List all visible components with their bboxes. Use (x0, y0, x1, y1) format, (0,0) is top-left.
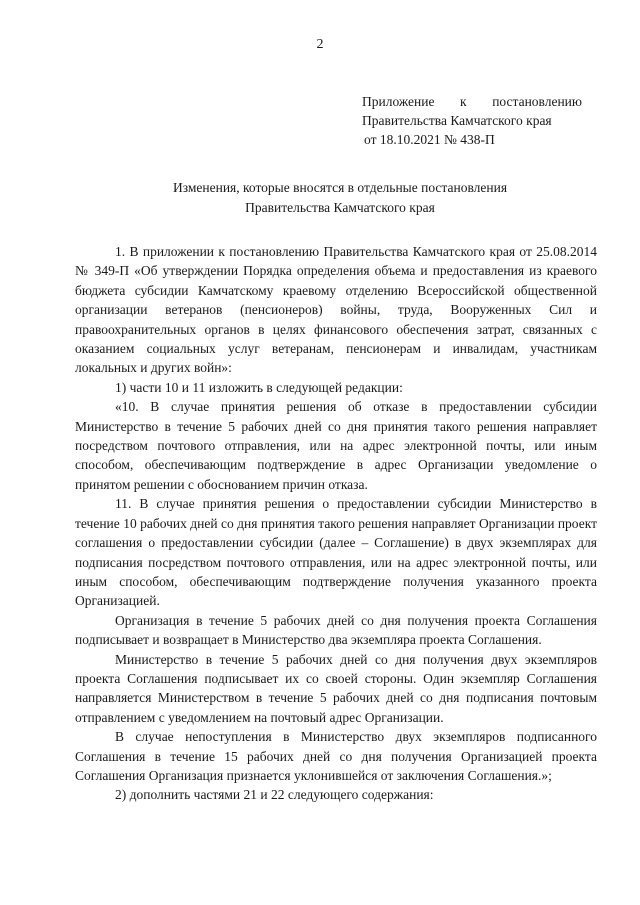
paragraph: 2) дополнить частями 21 и 22 следующего содержания: (115, 787, 434, 803)
page-number: 2 (316, 37, 324, 52)
paragraph: 1. В приложении к постановлению Правительства Камчатского края от 25.08.2014 № 349-П «Об утверждении Порядка определения объема и предоставления из краевого бюджета субсидии Камчатскому краевому отделению Всероссийской общественной организации ветеранов (пенсионеров) войны, труда, Вооруженных Сил и правоохранительных органов в целях финансового обеспечения затрат, связанных с оказанием социальных услуг ветеранам, пенсионерам и инвалидам, участникам локальных и других войн»: (75, 244, 597, 376)
document-body (75, 242, 597, 805)
appendix-line-3: от 18.10.2021 № 438-П (364, 132, 495, 147)
appendix-line-2: Правительства Камчатского края (362, 113, 552, 128)
title-line-1: Изменения, которые вносятся в отдельные постановления (172, 180, 508, 195)
paragraph: Министерство в течение 5 рабочих дней со дня получения двух экземпляров проекта Соглашения подписывает их со своей стороны. Один экземпляр Соглашения направляется Министерством в течение 5 рабочих дней со дня подписания почтовым отправлением с уведомлением на почтовый адрес Организации. (75, 651, 597, 725)
document-title (80, 178, 600, 218)
appendix-line-1: Приложение к постановлению (362, 94, 582, 109)
paragraph: Организация в течение 5 рабочих дней со дня получения проекта Соглашения подписывает и возвращает в Министерство два экземпляра проекта Соглашения. (75, 612, 597, 648)
appendix-header (362, 92, 582, 149)
paragraph: 11. В случае принятия решения о предоставлении субсидии Министерство в течение 10 рабочих дней со дня принятия такого решения направляет Организации проект соглашения о предоставлении субсидии (далее – Соглашение) в двух экземплярах для подписания посредством почтового отправления, или на адрес электронной почты, или иным способом, обеспечивающим подтверждение получения указанного проекта Организацией. (75, 496, 597, 609)
paragraph: В случае непоступления в Министерство двух экземпляров подписанного Соглашения в течение 15 рабочих дней со дня получения Организацией проекта Соглашения Организация признается уклонившейся от заключения Соглашения.»; (75, 729, 597, 783)
paragraph: 1) части 10 и 11 изложить в следующей редакции: (115, 379, 403, 395)
title-line-2: Правительства Камчатского края (245, 200, 435, 215)
paragraph: «10. В случае принятия решения об отказе в предоставлении субсидии Министерство в течение 5 рабочих дней со дня принятия такого решения направляет посредством почтового отправления, или на адрес электронной почты, или иным способом, обеспечивающим подтверждение в адрес Организации уведомление о принятом решении с обоснованием причин отказа. (75, 399, 597, 492)
